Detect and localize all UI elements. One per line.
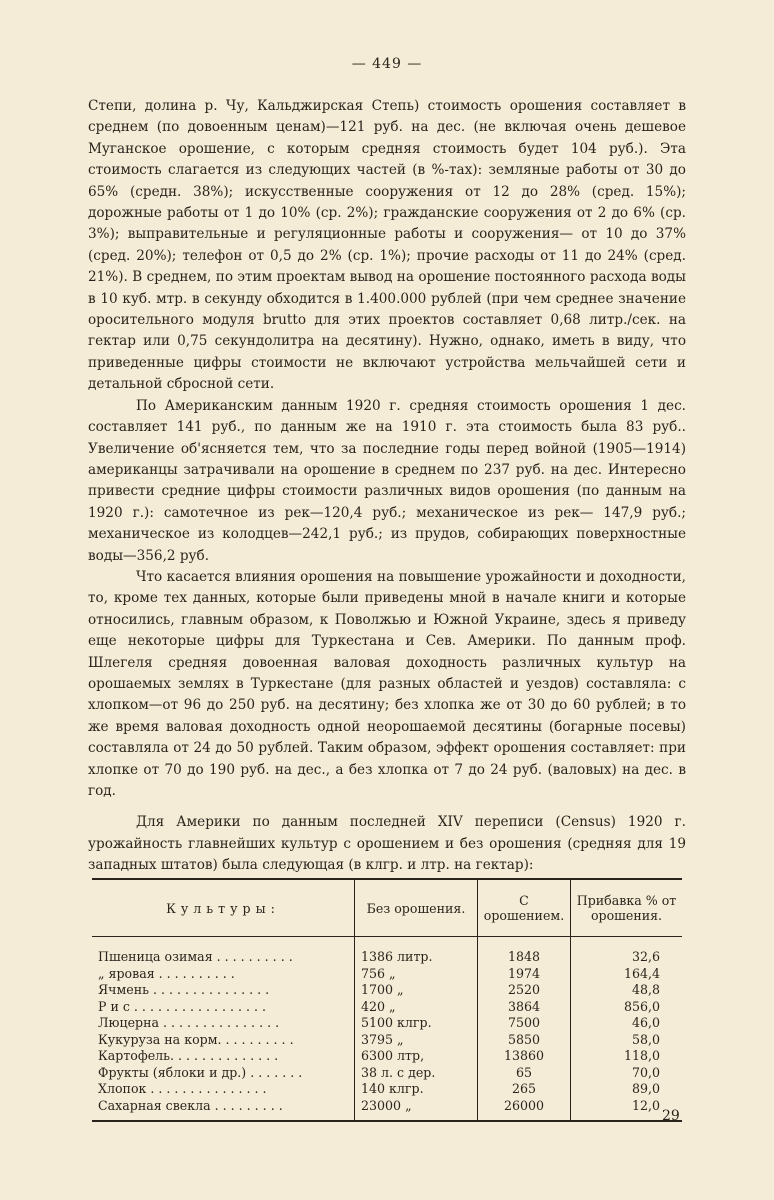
crop-yield-table — [92, 878, 682, 1122]
table-header-row — [92, 880, 682, 937]
yield-with: 2520 — [478, 982, 571, 999]
table-row — [92, 966, 682, 983]
yield-without: 1386 литр. — [355, 937, 478, 966]
yield-with: 65 — [478, 1065, 571, 1082]
crop-name: Р и с . . . . . . . . . . . . . . . . . — [98, 998, 267, 1014]
paragraph-2: По Американским данным 1920 г. средняя стоимость орошения 1 дес. составляет 141 руб., по данным же на 1910 г. эта стоимость была 83 руб.. Увеличение об'ясняется тем, что за последние годы перед войной (1905—1914) американцы затрачивали на орошение в среднем по 237 руб. на дес. Интересно привести средние цифры стоимости различных видов орошения (по данным на 1920 г.): самотечное из рек—120,4 руб.; механическое из рек— 147,9 руб.; механическое из колодцев—242,1 руб.; из прудов, собирающих поверхностные воды—356,2 руб. — [88, 397, 686, 564]
yield-without: 420 „ — [355, 999, 478, 1016]
table-row — [92, 1032, 682, 1049]
header-increase: Прибавка % от орошения. — [571, 880, 683, 937]
increase-percent: 856,0 — [571, 999, 683, 1016]
yield-with: 1848 — [478, 937, 571, 966]
yield-without: 756 „ — [355, 966, 478, 983]
page-number: — 449 — — [351, 56, 423, 72]
increase-percent: 46,0 — [571, 1015, 683, 1032]
crop-name: „ яровая . . . . . . . . . . — [98, 965, 235, 981]
body-text — [88, 96, 686, 877]
header-with-irrigation: С орошением. — [478, 880, 571, 937]
increase-percent: 70,0 — [571, 1065, 683, 1082]
table-row — [92, 1048, 682, 1065]
yield-with: 5850 — [478, 1032, 571, 1049]
crop-name: Ячмень . . . . . . . . . . . . . . . — [98, 982, 270, 997]
table-row — [92, 982, 682, 999]
crop-name: Картофель. . . . . . . . . . . . . . — [98, 1048, 279, 1063]
table-row — [92, 999, 682, 1016]
yield-without: 5100 клгр. — [355, 1015, 478, 1032]
crop-name: Кукуруза на корм. . . . . . . . . . — [98, 1031, 294, 1047]
yield-with: 7500 — [478, 1015, 571, 1032]
crop-name: Пшеница озимая . . . . . . . . . . — [98, 949, 293, 964]
increase-percent: 32,6 — [571, 937, 683, 966]
signature-number: 29 — [662, 1108, 680, 1124]
paragraph-3: Что касается влияния орошения на повышение урожайности и доходности, то, кроме тех данных, которые были приведены мной в начале книги и которые относились, главным образом, к Поволжью и Южной Украине, здесь я приведу еще некоторые цифры для Туркестана и Сев. Америки. По данным проф. Шлегеля средняя довоенная валовая доходность различных культур на орошаемых землях в Туркестане (для разных областей и уездов) составляла: с хлопком—от 96 до 250 руб. на десятину; без хлопка же от 30 до 60 рублей; в то же время валовая доходность одной неорошаемой десятины (богарные посевы) составляла от 24 до 50 рублей. Таким образом, эффект орошения составляет: при хлопке от 70 до 190 руб. на дес., а без хлопка от 7 до 24 руб. (валовых) на дес. в год. — [88, 568, 686, 799]
increase-percent: 118,0 — [571, 1048, 683, 1065]
increase-percent: 48,8 — [571, 982, 683, 999]
increase-percent: 89,0 — [571, 1081, 683, 1098]
yield-with: 1974 — [478, 966, 571, 983]
yield-with: 13860 — [478, 1048, 571, 1065]
increase-percent: 12,0 — [571, 1098, 683, 1121]
increase-percent: 164,4 — [571, 966, 683, 983]
yield-without: 6300 лтр, — [355, 1048, 478, 1065]
table-row — [92, 1098, 682, 1121]
table-row — [92, 1015, 682, 1032]
yield-without: 38 л. с дер. — [355, 1065, 478, 1082]
header-crops: Культуры: — [92, 880, 355, 937]
increase-percent: 58,0 — [571, 1032, 683, 1049]
yield-without: 3795 „ — [355, 1032, 478, 1049]
yield-without: 140 клгр. — [355, 1081, 478, 1098]
table-row — [92, 1065, 682, 1082]
paragraph-1: Степи, долина р. Чу, Кальджирская Степь) стоимость орошения составляет в среднем (по довоенным ценам)—121 руб. на дес. (не включая очень дешевое Муганское орошение, с которым средняя стоимость будет 104 руб.). Эта стоимость слагается из следующих частей (в %-тах): земляные работы от 30 до 65% (средн. 38%); искусственные сооружения от 12 до 28% (сред. 15%); дорожные работы от 1 до 10% (ср. 2%); гражданские сооружения от 2 до 6% (ср. 3%); выправительные и регуляционные работы и сооружения— от 10 до 37% (сред. 20%); телефон от 0,5 до 2% (ср. 1%); прочие расходы от 11 до 24% (сред. 21%). В среднем, по этим проектам вывод на орошение постоянного расхода воды в 10 куб. мтр. в секунду обходится в 1.400.000 рублей (при чем среднее значение оросительного модуля brutto для этих проектов составляет 0,68 литр./сек. на гектар или 0,75 секундолитра на десятину). Нужно, однако, иметь в виду, что приведенные цифры стоимости не включают устройства мельчайшей сети и детальной сбросной сети. — [88, 98, 686, 393]
yield-without: 1700 „ — [355, 982, 478, 999]
table-row — [92, 937, 682, 966]
crop-name: Люцерна . . . . . . . . . . . . . . . — [98, 1015, 280, 1030]
yield-with: 3864 — [478, 999, 571, 1016]
header-without-irrigation: Без орошения. — [355, 880, 478, 937]
crop-name: Хлопок . . . . . . . . . . . . . . . — [98, 1081, 267, 1096]
crop-name: Фрукты (яблоки и др.) . . . . . . . — [98, 1064, 303, 1080]
crop-name: Сахарная свекла . . . . . . . . . — [98, 1097, 283, 1113]
paragraph-4: Для Америки по данным последней XIV переписи (Census) 1920 г. урожайность главнейших культур с орошением и без орошения (средняя для 19 западных штатов) была следующая (в клгр. и лтр. на гектар): — [88, 814, 686, 874]
yield-with: 265 — [478, 1081, 571, 1098]
yield-without: 23000 „ — [355, 1098, 478, 1121]
yield-with: 26000 — [478, 1098, 571, 1121]
table-row — [92, 1081, 682, 1098]
